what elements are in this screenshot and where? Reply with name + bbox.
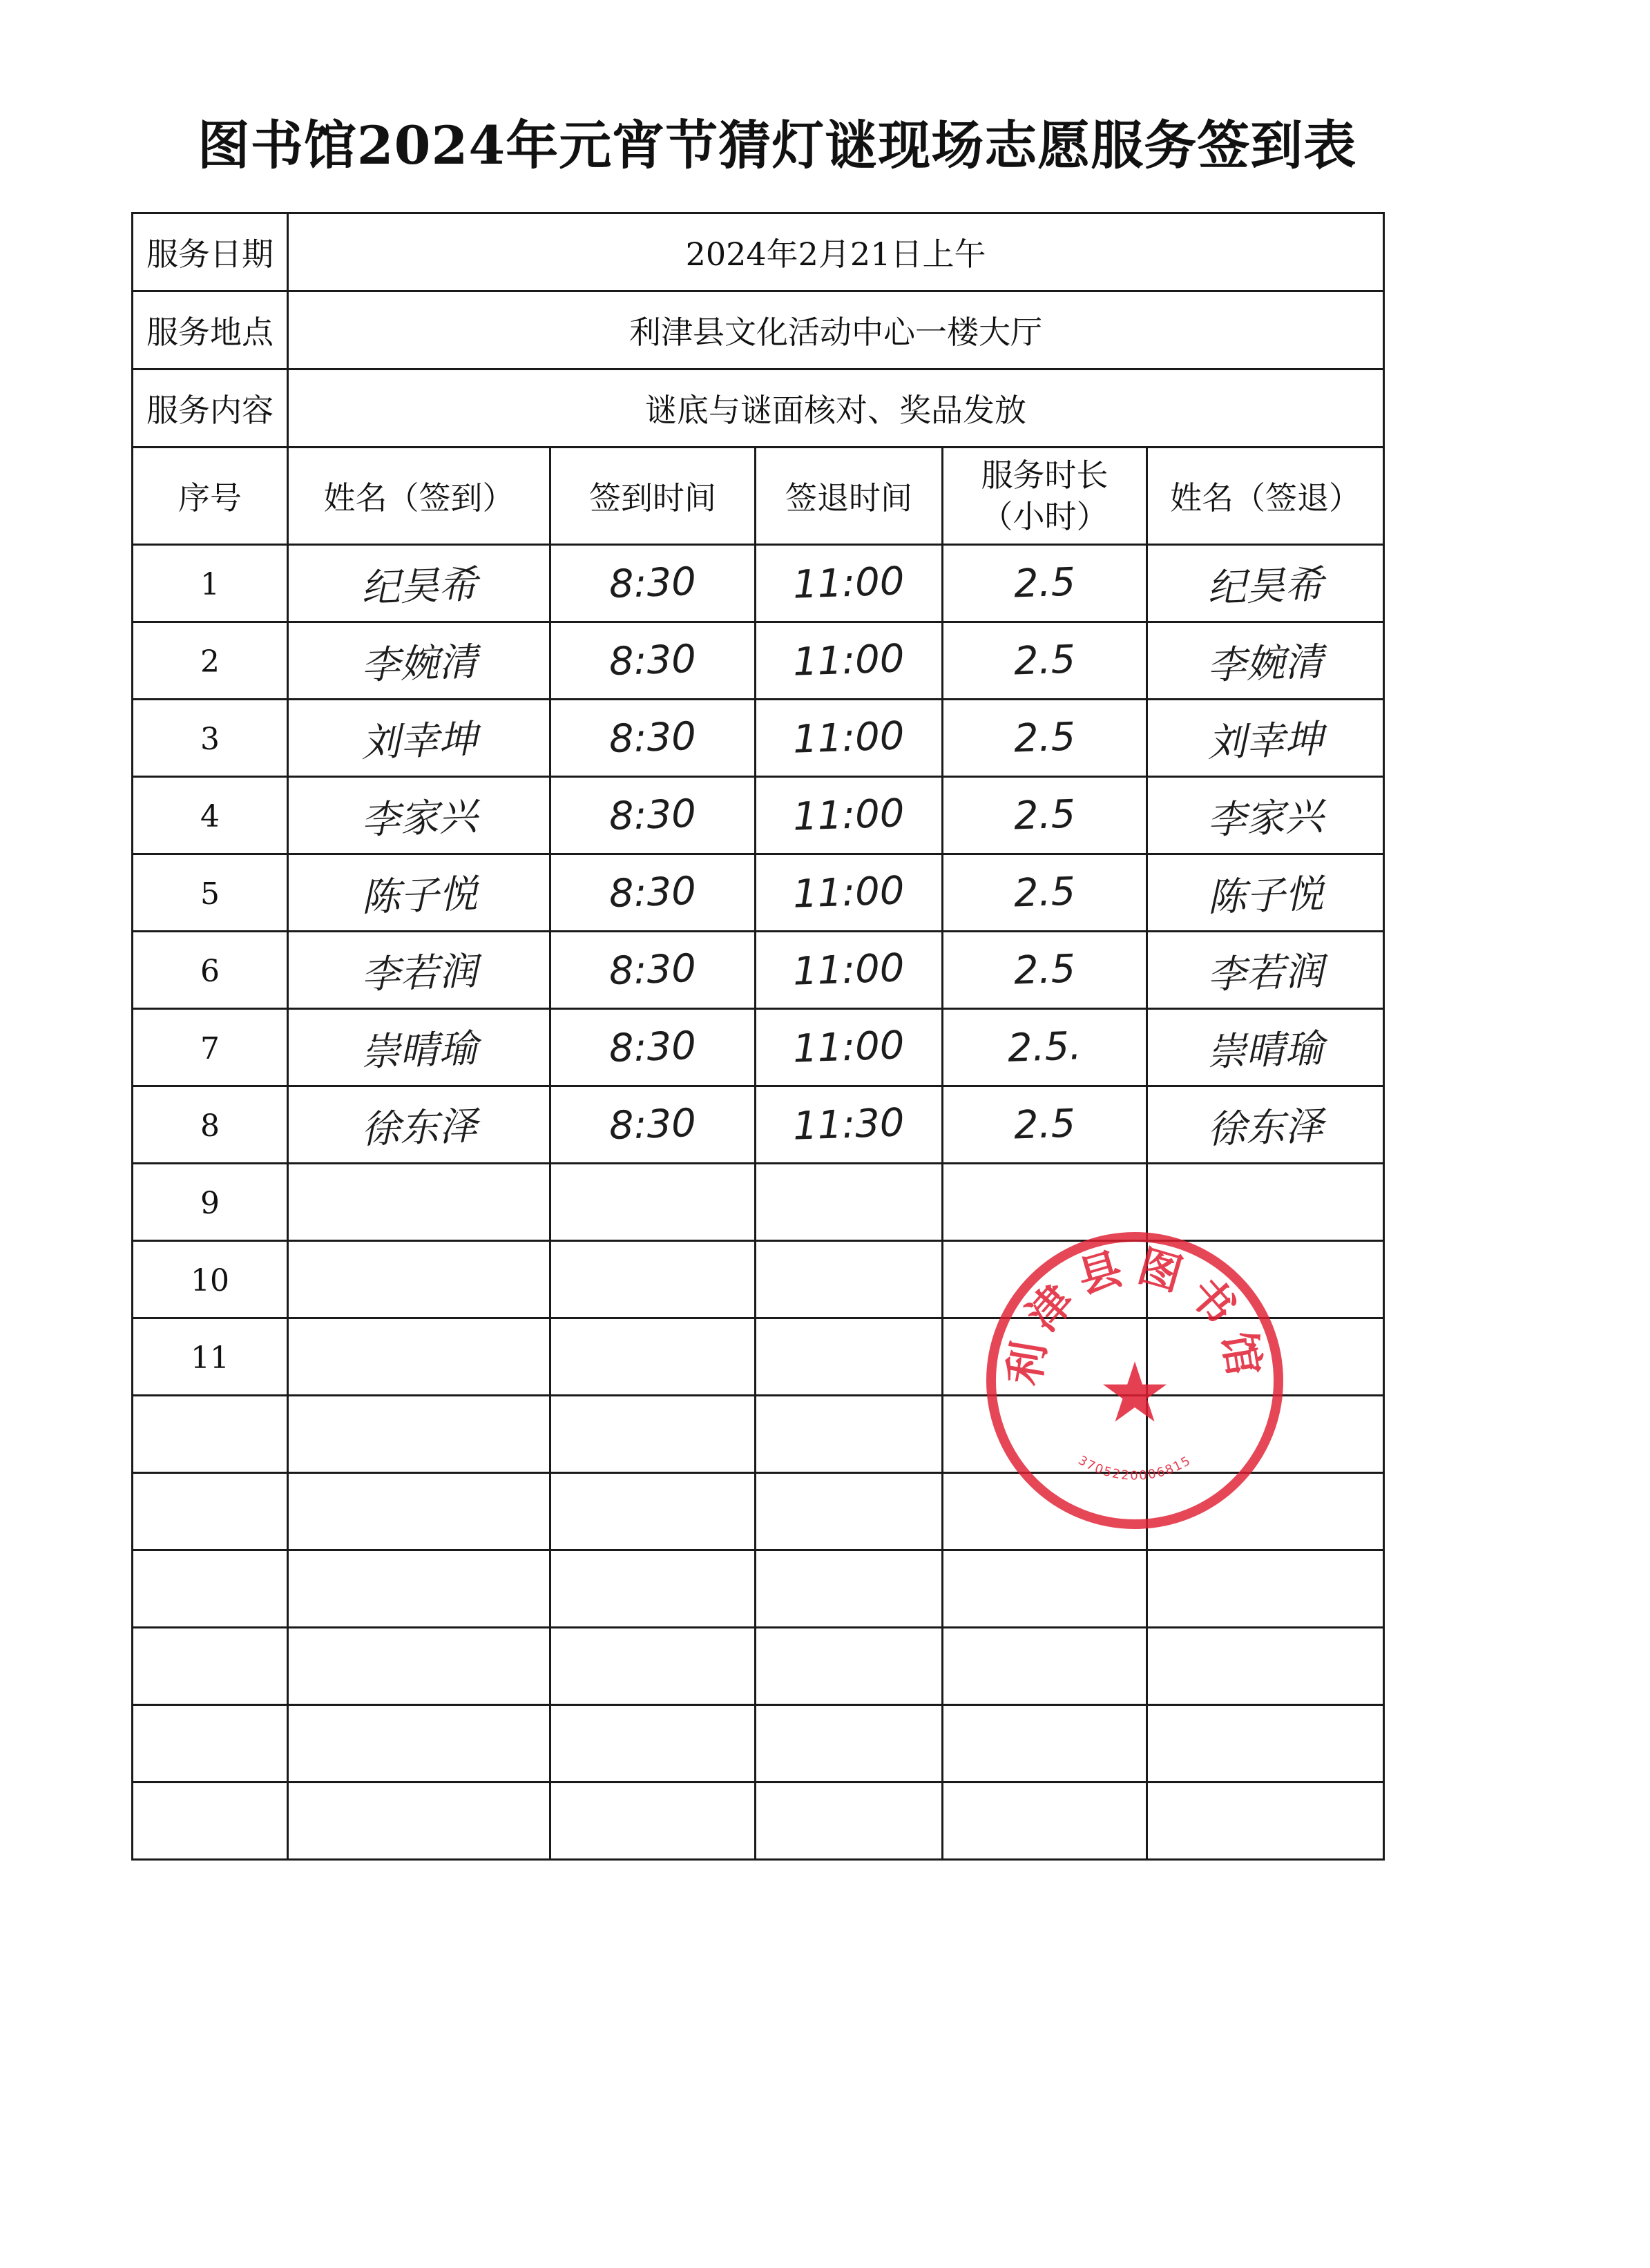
row-time-out: 11:00 xyxy=(792,868,905,917)
row-seq-cell xyxy=(133,622,288,700)
row-time-out-cell xyxy=(756,1628,943,1705)
row-seq-cell xyxy=(133,1396,288,1473)
row-time-in: 8:30 xyxy=(608,791,697,840)
table-row xyxy=(133,700,1384,777)
row-name-in-cell xyxy=(288,1628,550,1705)
svg-text:3705220006815 xyxy=(1075,1453,1193,1483)
row-name-out-cell xyxy=(1147,1705,1384,1782)
info-label: 服务地点 xyxy=(133,291,288,369)
seal-text: 利津县图书馆 xyxy=(997,1242,1272,1389)
row-seq: 5 xyxy=(200,876,220,912)
row-name-out: 李家兴 xyxy=(1207,794,1325,843)
row-name-out-cell xyxy=(1147,700,1384,777)
row-name-out: 纪昊希 xyxy=(1207,561,1325,611)
row-seq-cell xyxy=(133,1550,288,1628)
row-time-out-cell xyxy=(756,700,943,777)
table-row xyxy=(133,1009,1384,1086)
table-row xyxy=(133,1164,1384,1241)
row-seq-cell xyxy=(133,932,288,1009)
table-row xyxy=(133,1782,1384,1860)
row-time-out-cell xyxy=(756,545,943,622)
row-seq: 9 xyxy=(200,1185,220,1221)
row-time-in-cell xyxy=(550,545,756,622)
column-header-time-out: 签退时间 xyxy=(756,448,943,545)
row-time-out: 11:00 xyxy=(792,636,905,685)
table-row xyxy=(133,932,1384,1009)
row-time-in: 8:30 xyxy=(608,945,697,994)
table-row xyxy=(133,1550,1384,1628)
row-seq: 10 xyxy=(191,1262,229,1298)
row-time-out-cell xyxy=(756,1705,943,1782)
row-time-in-cell xyxy=(550,1396,756,1473)
row-name-in-cell xyxy=(288,1009,550,1086)
row-time-out: 11:00 xyxy=(792,945,905,994)
row-time-in-cell xyxy=(550,1628,756,1705)
row-seq: 8 xyxy=(200,1108,220,1144)
row-name-out-cell xyxy=(1147,1782,1384,1860)
row-time-in: 8:30 xyxy=(608,868,697,917)
table-header-row xyxy=(133,448,1384,545)
row-duration-cell xyxy=(943,854,1147,932)
row-duration-cell xyxy=(943,1705,1147,1782)
row-name-out: 刘幸坤 xyxy=(1207,716,1325,766)
row-name-in-cell xyxy=(288,854,550,932)
row-name-out-cell xyxy=(1147,854,1384,932)
row-time-out-cell xyxy=(756,1164,943,1241)
row-name-out-cell xyxy=(1147,545,1384,622)
row-name-out-cell xyxy=(1147,622,1384,700)
info-value: 谜底与谜面核对、奖品发放 xyxy=(288,369,1384,448)
table-row xyxy=(133,777,1384,854)
row-name-out-cell xyxy=(1147,1086,1384,1164)
row-time-out-cell xyxy=(756,1396,943,1473)
row-duration: 2.5 xyxy=(1013,1101,1077,1149)
row-time-out-cell xyxy=(756,1318,943,1396)
row-time-in-cell xyxy=(550,932,756,1009)
row-name-in: 李若润 xyxy=(360,948,478,998)
row-duration: 2.5 xyxy=(1013,559,1077,607)
row-seq-cell xyxy=(133,545,288,622)
row-name-out-cell xyxy=(1147,1628,1384,1705)
row-name-in-cell xyxy=(288,700,550,777)
row-name-out-cell xyxy=(1147,1550,1384,1628)
row-name-in: 李婉清 xyxy=(360,639,478,689)
row-time-out-cell xyxy=(756,1473,943,1550)
row-seq: 6 xyxy=(200,953,220,989)
row-seq: 7 xyxy=(200,1030,220,1066)
row-duration: 2.5. xyxy=(1006,1024,1083,1071)
row-time-in-cell xyxy=(550,1705,756,1782)
row-name-in-cell xyxy=(288,1318,550,1396)
info-value: 利津县文化活动中心一楼大厅 xyxy=(288,291,1384,369)
row-name-out: 李婉清 xyxy=(1207,639,1325,689)
row-time-out-cell xyxy=(756,1086,943,1164)
row-name-out: 徐东泽 xyxy=(1207,1103,1325,1153)
row-duration: 2.5 xyxy=(1013,946,1077,994)
table-row xyxy=(133,1086,1384,1164)
row-name-in: 崇晴瑜 xyxy=(360,1026,478,1075)
table-row xyxy=(133,1628,1384,1705)
seal-star-icon: ★ xyxy=(1097,1345,1172,1441)
row-name-out-cell xyxy=(1147,1164,1384,1241)
row-name-in: 刘幸坤 xyxy=(360,716,478,766)
row-name-in: 纪昊希 xyxy=(360,561,478,611)
row-duration: 2.5 xyxy=(1013,791,1077,839)
row-duration: 2.5 xyxy=(1013,714,1077,762)
row-seq-cell xyxy=(133,777,288,854)
row-time-in: 8:30 xyxy=(608,713,697,762)
row-time-in-cell xyxy=(550,777,756,854)
row-time-in-cell xyxy=(550,1473,756,1550)
row-name-out: 陈子悦 xyxy=(1207,871,1325,921)
row-name-in-cell xyxy=(288,1396,550,1473)
row-time-out: 11:30 xyxy=(792,1100,905,1149)
row-duration-cell xyxy=(943,1009,1147,1086)
row-time-out: 11:00 xyxy=(792,1023,905,1072)
row-seq-cell xyxy=(133,1009,288,1086)
row-seq-cell xyxy=(133,1473,288,1550)
row-name-in: 陈子悦 xyxy=(360,871,478,921)
row-duration-cell xyxy=(943,1550,1147,1628)
column-header-seq: 序号 xyxy=(133,448,288,545)
row-name-in-cell xyxy=(288,1473,550,1550)
row-name-in-cell xyxy=(288,1550,550,1628)
sign-in-table xyxy=(131,212,1385,1861)
row-seq-cell xyxy=(133,1628,288,1705)
row-time-in-cell xyxy=(550,1086,756,1164)
info-value: 2024年2月21日上午 xyxy=(288,213,1384,291)
row-seq-cell xyxy=(133,1705,288,1782)
info-row-location xyxy=(133,291,1384,369)
table-row xyxy=(133,622,1384,700)
row-time-in: 8:30 xyxy=(608,1100,697,1149)
column-header-duration xyxy=(943,448,1147,545)
row-name-out-cell xyxy=(1147,932,1384,1009)
row-duration-cell xyxy=(943,700,1147,777)
row-time-in: 8:30 xyxy=(608,1023,697,1072)
row-time-in: 8:30 xyxy=(608,636,697,685)
row-name-in-cell xyxy=(288,777,550,854)
row-duration-cell xyxy=(943,932,1147,1009)
row-name-in-cell xyxy=(288,1782,550,1860)
row-duration-cell xyxy=(943,1086,1147,1164)
row-name-in-cell xyxy=(288,1705,550,1782)
column-header-time-in: 签到时间 xyxy=(550,448,756,545)
row-duration-cell xyxy=(943,1628,1147,1705)
row-name-in-cell xyxy=(288,1164,550,1241)
row-name-out: 李若润 xyxy=(1207,948,1325,998)
row-name-out-cell xyxy=(1147,777,1384,854)
row-duration: 2.5 xyxy=(1013,869,1077,916)
row-duration-cell xyxy=(943,1782,1147,1860)
row-duration-cell xyxy=(943,1164,1147,1241)
row-seq-cell xyxy=(133,854,288,932)
row-time-out: 11:00 xyxy=(792,559,905,608)
row-duration-cell xyxy=(943,777,1147,854)
info-row-content xyxy=(133,369,1384,448)
seal-code: 3705220006815 xyxy=(1075,1453,1194,1483)
duration-header-line1: 服务时长 xyxy=(981,457,1109,494)
row-name-in: 徐东泽 xyxy=(360,1103,478,1153)
row-time-in-cell xyxy=(550,1550,756,1628)
row-time-in-cell xyxy=(550,1164,756,1241)
row-time-out: 11:00 xyxy=(792,713,905,762)
row-time-out-cell xyxy=(756,854,943,932)
row-name-in: 李家兴 xyxy=(360,794,478,843)
row-time-in-cell xyxy=(550,622,756,700)
row-seq-cell xyxy=(133,1782,288,1860)
row-seq: 11 xyxy=(191,1340,229,1376)
row-time-in-cell xyxy=(550,1241,756,1318)
row-time-in-cell xyxy=(550,1009,756,1086)
row-time-out-cell xyxy=(756,932,943,1009)
info-label: 服务日期 xyxy=(133,213,288,291)
row-name-in-cell xyxy=(288,1086,550,1164)
row-time-in-cell xyxy=(550,700,756,777)
row-time-out-cell xyxy=(756,622,943,700)
row-time-in: 8:30 xyxy=(608,559,697,608)
row-time-in-cell xyxy=(550,854,756,932)
duration-header-line2: （小时） xyxy=(981,498,1109,535)
info-label: 服务内容 xyxy=(133,369,288,448)
row-name-in-cell xyxy=(288,622,550,700)
row-time-out-cell xyxy=(756,1241,943,1318)
row-seq: 1 xyxy=(200,566,220,602)
row-time-out-cell xyxy=(756,1782,943,1860)
row-time-out-cell xyxy=(756,1550,943,1628)
row-name-in-cell xyxy=(288,545,550,622)
row-duration-cell xyxy=(943,545,1147,622)
table-row xyxy=(133,1705,1384,1782)
row-seq-cell xyxy=(133,1164,288,1241)
row-seq: 2 xyxy=(200,644,220,680)
row-name-in-cell xyxy=(288,1241,550,1318)
row-seq-cell xyxy=(133,1318,288,1396)
column-header-name-out: 姓名（签退） xyxy=(1147,448,1384,545)
library-seal xyxy=(986,1232,1283,1529)
info-row-date xyxy=(133,213,1384,291)
row-time-out: 11:00 xyxy=(792,791,905,840)
column-header-name-in: 姓名（签到） xyxy=(288,448,550,545)
row-time-out-cell xyxy=(756,777,943,854)
row-time-out-cell xyxy=(756,1009,943,1086)
row-time-in-cell xyxy=(550,1318,756,1396)
row-duration: 2.5 xyxy=(1013,637,1077,684)
row-name-in-cell xyxy=(288,932,550,1009)
row-seq-cell xyxy=(133,1241,288,1318)
row-duration-cell xyxy=(943,622,1147,700)
table-row xyxy=(133,854,1384,932)
row-seq: 4 xyxy=(200,798,220,834)
table-row xyxy=(133,545,1384,622)
page-title: 图书馆2024年元宵节猜灯谜现场志愿服务签到表 xyxy=(197,115,1357,176)
row-seq: 3 xyxy=(200,721,220,757)
row-time-in-cell xyxy=(550,1782,756,1860)
row-seq-cell xyxy=(133,1086,288,1164)
row-seq-cell xyxy=(133,700,288,777)
row-name-out: 崇晴瑜 xyxy=(1207,1026,1325,1075)
row-name-out-cell xyxy=(1147,1009,1384,1086)
